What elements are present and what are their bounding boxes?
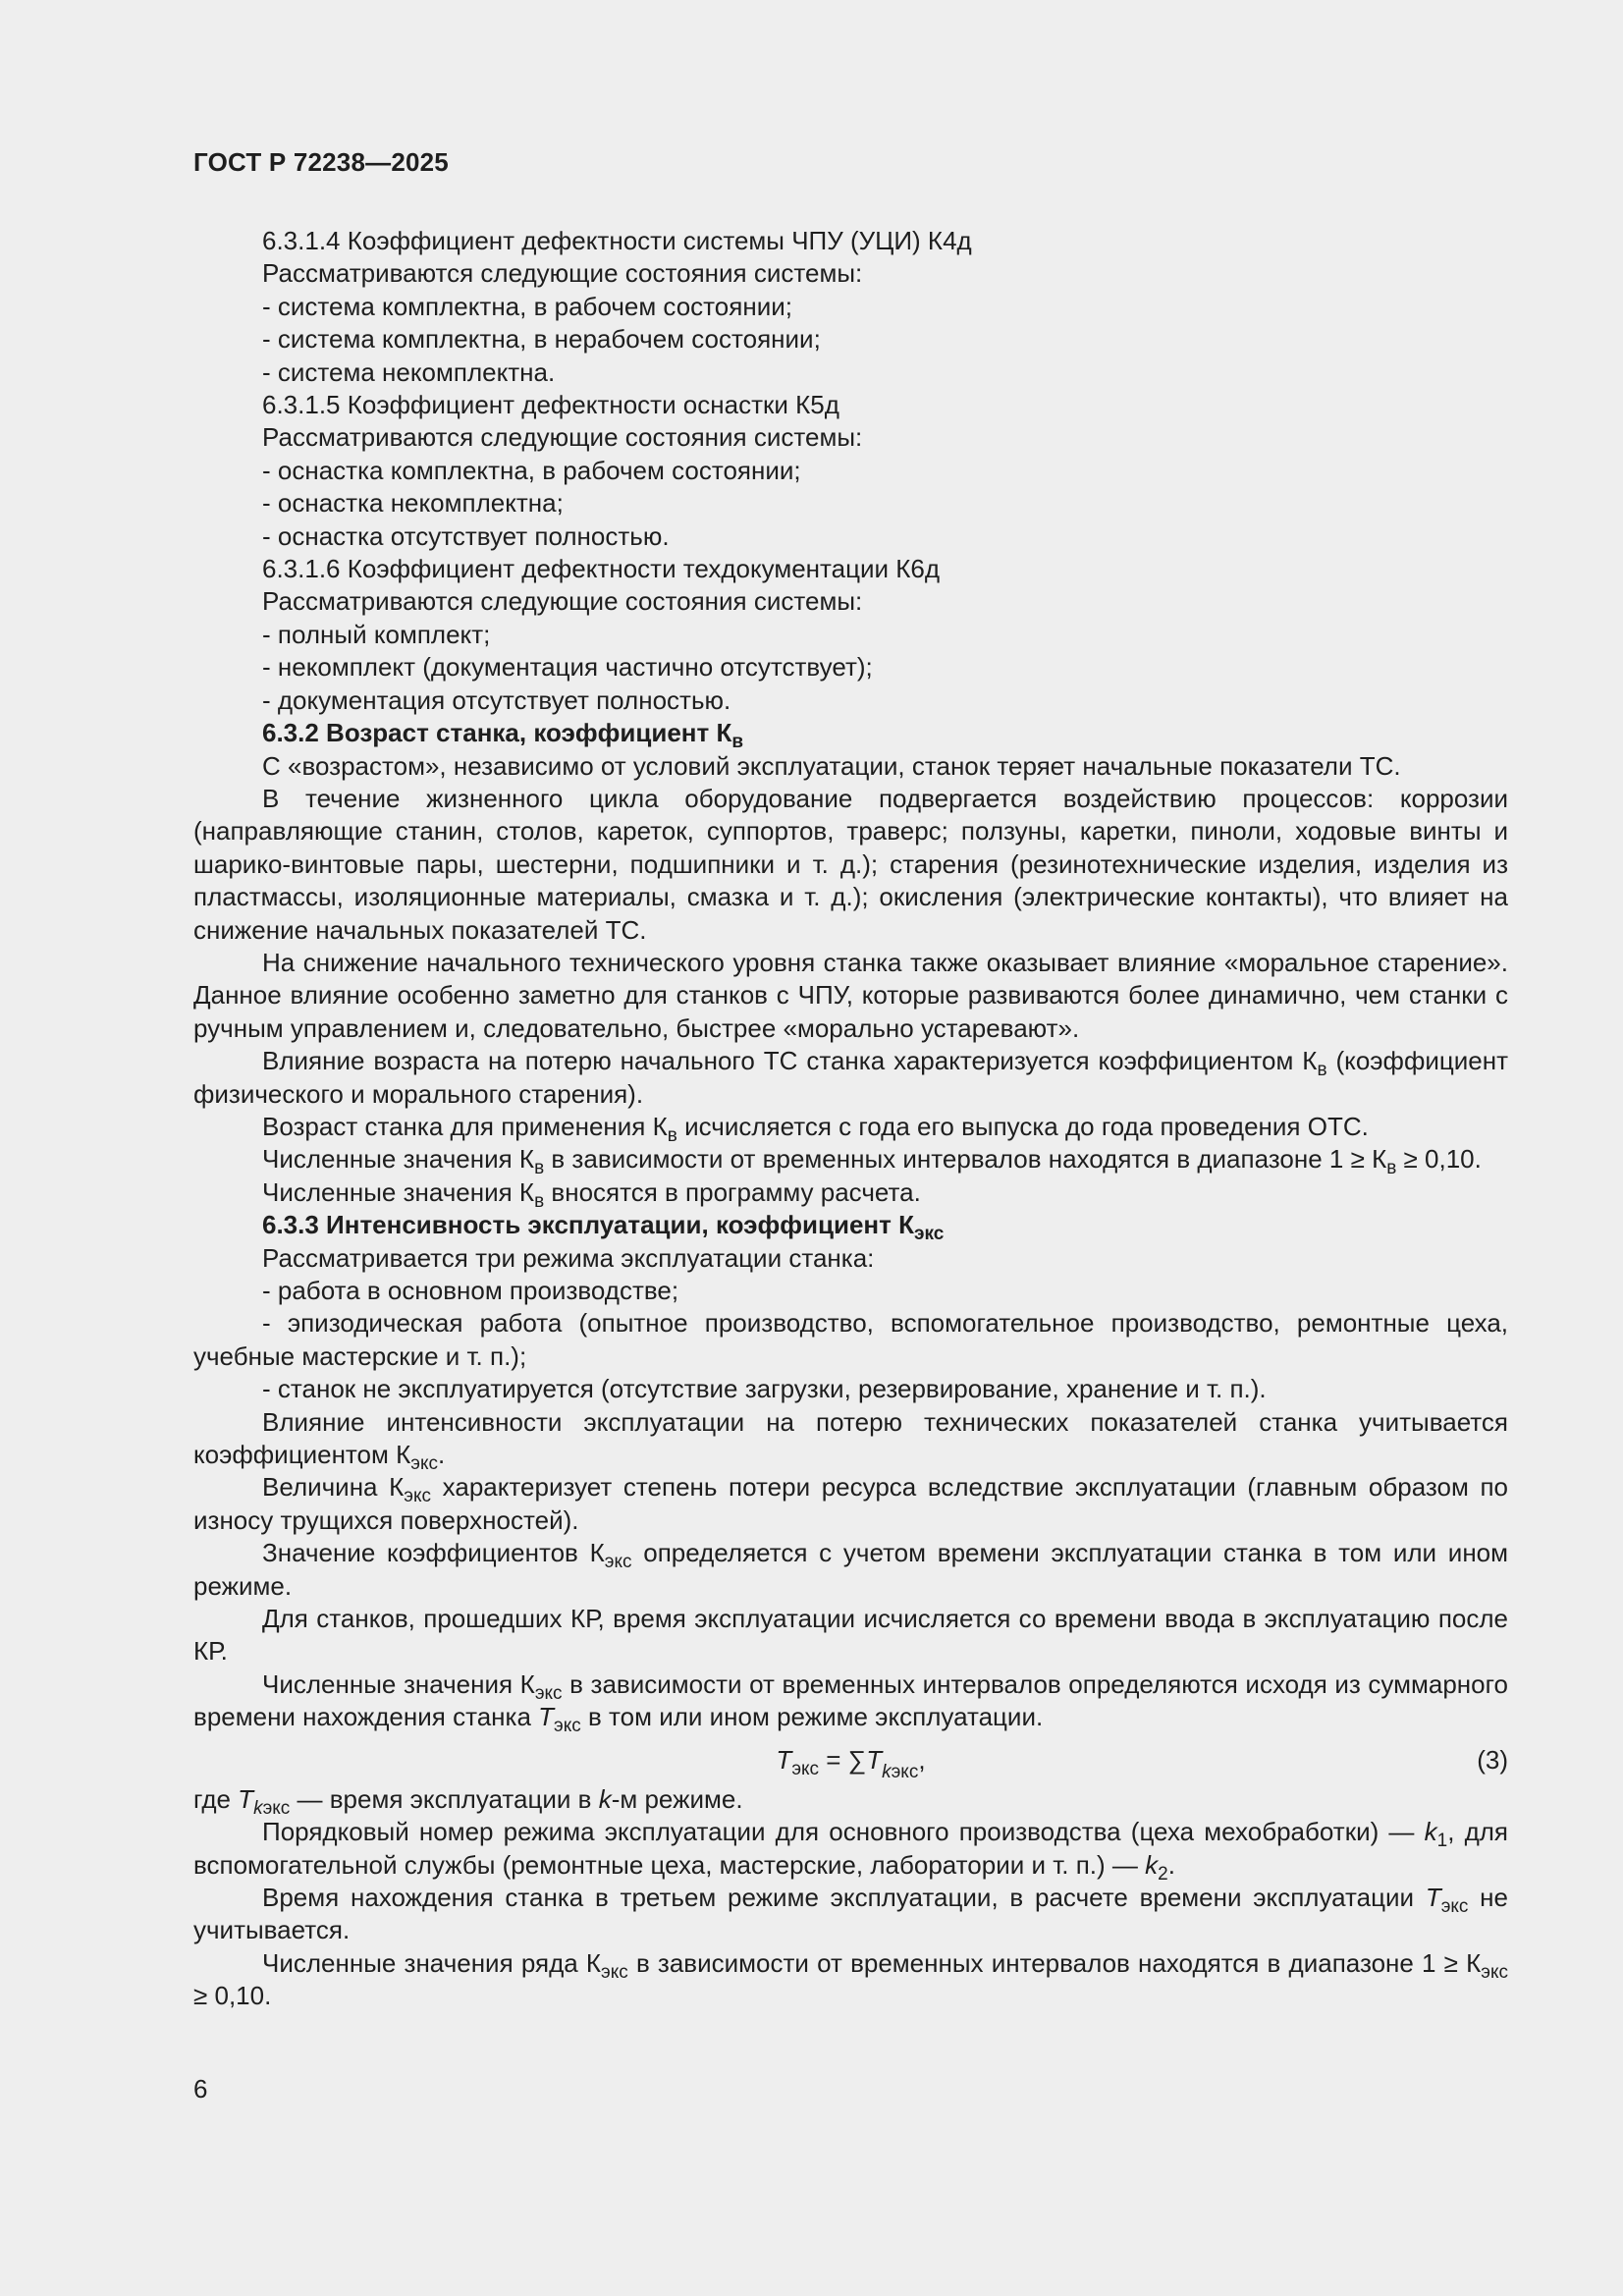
section-6-3-3-heading: 6.3.3 Интенсивность эксплуатации, коэффициент $К_{экс}$ [262, 1210, 945, 1245]
section-6-3-1-6-intro: Рассматриваются следующие состояния системы: [262, 586, 863, 617]
document-header: ГОСТ Р 72238—2025 [193, 147, 449, 177]
list-item: - работа в основном производстве; [262, 1276, 679, 1305]
list-item: - система комплектна, в нерабочем состоянии; [262, 324, 821, 355]
paragraph: Для станков, прошедших КР, время эксплуатации исчисляется со времени ввода в эксплуатацию после КР. [193, 1604, 1508, 1667]
paragraph: Численные значения $К_в$ вносятся в программу расчета. [262, 1176, 921, 1212]
paragraph: Численные значения $К_{экс}$ в зависимости от временных интервалов определяются исходя из суммарного времени нахождения станка $T_{экс}$ в том или ином режиме эксплуатации. [193, 1668, 1508, 1737]
paragraph: В течение жизненного цикла оборудование подвергается воздействию процессов: коррозии (направляющие станин, столов, кареток, суппортов, траверс; ползуны, каретки, пиноли, ходовые винты и шарико-винтовые пары, шестерни, подшипники и т. д.); старения (резинотехнические изделия, изделия из пластмассы, изоляционные материалы, смазка и т. д.); окисления (электрические контакты), что влияет на снижение начальных показателей ТС. [193, 783, 1508, 945]
section-6-3-1-4-heading: 6.3.1.4 Коэффициент дефектности системы ЧПУ (УЦИ) К4д [262, 226, 972, 255]
section-6-3-3-intro: Рассматривается три режима эксплуатации станка: [262, 1242, 875, 1273]
section-6-3-1-4-intro: Рассматриваются следующие состояния системы: [262, 258, 863, 289]
section-6-3-1-5-heading: 6.3.1.5 Коэффициент дефектности оснастки К5д [262, 390, 839, 420]
list-item: - станок не эксплуатируется (отсутствие загрузки, резервирование, хранение и т. п.). [262, 1374, 1267, 1404]
paragraph: Величина $К_{экс}$ характеризует степень потери ресурса вследствие эксплуатации (главным образом по износу трущихся поверхностей). [193, 1472, 1509, 1535]
list-item: - система некомплектна. [262, 356, 556, 387]
list-item: - оснастка отсутствует полностью. [262, 520, 670, 551]
formula-expression: $T_{экс} = \sum T_{kэкс}$, [776, 1744, 926, 1782]
paragraph: Численные значения ряда $К_{экс}$ в зависимости от временных интервалов находятся в диапазоне $1 \ge К_{экс} \ge 0,10$. [193, 1947, 1508, 2011]
list-item: - полный комплект; [262, 619, 491, 649]
section-6-3-1-5-intro: Рассматриваются следующие состояния системы: [262, 422, 863, 453]
paragraph: Возраст станка для применения $К_в$ исчисляется с года его выпуска до года проведения ОТС. [262, 1111, 1369, 1146]
list-item: - оснастка некомплектна; [262, 488, 564, 519]
paragraph: Влияние возраста на потерю начального ТС станка характеризуется коэффициентом $К_в$ (коэффициент физического и морального старения). [193, 1046, 1509, 1109]
list-item: - документация отсутствует полностью. [262, 684, 731, 715]
paragraph: На снижение начального технического уровня станка также оказывает влияние «моральное старение». Данное влияние особенно заметно для станков с ЧПУ, которые развиваются более динамично, чем станки с ручным управлением и, следовательно, быстрее «морально устаревают». [193, 947, 1508, 1043]
page-number: 6 [193, 2074, 208, 2104]
list-item: - некомплект (документация частично отсутствует); [262, 652, 873, 683]
list-item: - эпизодическая работа (опытное производство, вспомогательное производство, ремонтные цеха, учебные мастерские и т. п.); [193, 1308, 1508, 1371]
section-6-3-1-6-heading: 6.3.1.6 Коэффициент дефектности техдокументации К6д [262, 554, 941, 584]
list-item: - система комплектна, в рабочем состоянии; [262, 291, 792, 321]
formula-3 [193, 1736, 1508, 1783]
paragraph: Влияние интенсивности эксплуатации на потерю технических показателей станка учитывается коэффициентом $К_{экс}$. [193, 1406, 1508, 1475]
section-6-3-2-heading: 6.3.2 Возраст станка, коэффициент $К_в$ [262, 718, 744, 753]
formula-number: (3) [1477, 1744, 1508, 1775]
document-body [193, 225, 1508, 2013]
list-item: - оснастка комплектна, в рабочем состоянии; [262, 455, 801, 485]
paragraph: Порядковый номер режима эксплуатации для основного производства (цеха мехобработки) — $k_1$, для вспомогательной службы (ремонтные цеха, мастерские, лаборатории и т. п.) — $k_2$. [193, 1817, 1509, 1885]
paragraph: С «возрастом», независимо от условий эксплуатации, станок теряет начальные показатели ТС. [262, 750, 1401, 781]
paragraph: Время нахождения станка в третьем режиме эксплуатации, в расчете времени эксплуатации $T_{экс}$ не учитывается. [193, 1882, 1509, 1945]
formula-explanation: где $T_{kэкс}$ — время эксплуатации в k-м режиме. [193, 1783, 743, 1819]
paragraph: Значение коэффициентов $К_{экс}$ определяется с учетом времени эксплуатации станка в том или ином режиме. [193, 1538, 1509, 1601]
paragraph: Численные значения $К_в$ в зависимости от временных интервалов находятся в диапазоне $1 \ge К_в \ge 0,10$. [262, 1144, 1482, 1179]
